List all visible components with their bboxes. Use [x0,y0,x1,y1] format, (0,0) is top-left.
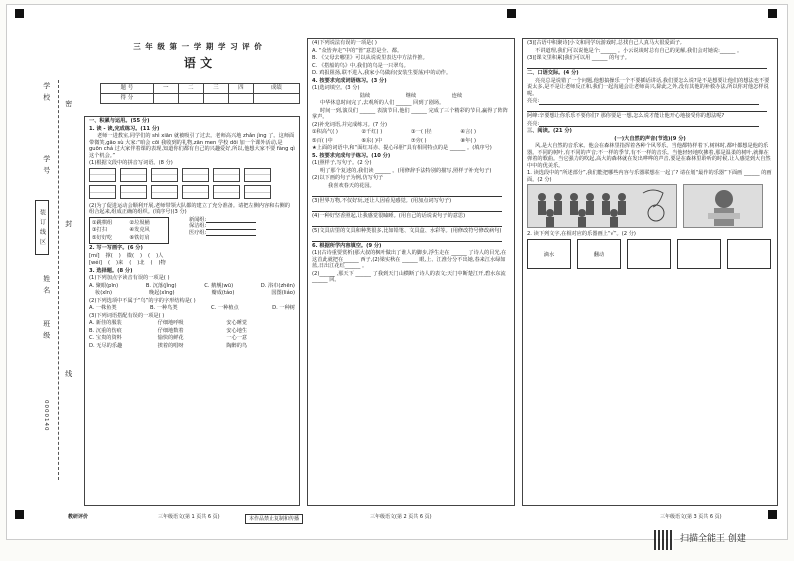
q5-example: 明了那个复述的,我们读 ______ 。(用修辞手法特别的描写,照样子补充句子) [320,167,492,174]
score-cell: 三 [203,84,228,94]
club-label: 医疗组: [189,229,207,236]
option[interactable]: C. 《搭船的鸟》中,我们的鸟是一只翠鸟。 [312,62,409,69]
idiom-blank[interactable]: ③一( )径 [411,129,432,135]
option[interactable]: B. 沉落(jǐng) [145,282,177,289]
q1-sub1: (1)根据文段中的拼音写词语。(8 分) [89,160,173,166]
seal-char: 密 [64,100,73,108]
q1-sub2: (2)为了促进运动会顺利开展,老师带领大队都的建立了充分准备。请把左侧内容和右侧的组合起来,组成正确的组织。(填序号)(3 分) [89,202,290,215]
answer-box[interactable] [213,185,240,199]
club-label: 新闻组: [189,216,207,223]
answer-box[interactable] [244,185,271,199]
child-reading-icon [684,185,764,229]
option[interactable]: 瓣成(táo) [211,290,235,296]
scanner-watermark: 扫描全能王 创建 [680,534,746,544]
option: 安心地生 [226,327,248,334]
q2-cell: ( [107,260,110,266]
option[interactable]: 妆(xīn) [95,290,113,296]
score-cell[interactable] [203,94,228,104]
fill-sentence: 中华休息时间完了,去观所的人们 ______ 回到了剧场。 [320,100,445,106]
word-option: 连续 [451,92,463,99]
choir-illustration [527,184,677,228]
answer-box[interactable] [151,185,178,199]
instrument-box[interactable] [727,239,771,269]
q2-cell: ( [148,252,151,259]
option[interactable]: 晚起(xīng) [149,290,175,296]
question-6: 6. 根据所学内容填空。(9 分) [312,242,382,249]
binding-margin [38,70,76,490]
idiom-blank[interactable]: ⑥东( )中 [361,137,383,144]
question-3: 3. 选择题。(8 分) [89,267,133,274]
cut-line [58,80,59,480]
pinyin-boxes [89,185,295,202]
option: 挨着的唱呀 [157,342,184,349]
answer-box[interactable] [120,168,147,182]
q5-sub3: (3)世界万物,不仅好玩,还让人因看见感觉。(用加点词写句子) [312,197,452,204]
page-number: 三年级语文(第 1 页共 6 页) [158,514,220,520]
q2-cell: ( [150,260,153,266]
score-cell: 四 [228,84,253,94]
option: 陶醉的鸟 [226,342,248,349]
q2-cell: [mí] [89,252,100,259]
idiom-blank[interactable]: ④言( ) [460,129,477,135]
question-1: 1. 读 - 读,完成练习。(11 分) [89,125,160,132]
option[interactable]: D. 浴巾(zhēn) [260,282,295,289]
club-option: ⑥铁钉肩 [129,234,150,241]
answer-line[interactable] [527,107,767,112]
idiom-note: ★上面的词语中,和“面红耳赤、提心吊胆”具有相同特点的是 ______ 。(填序号) [312,145,492,151]
answer-line[interactable] [312,207,502,212]
footer-brand: 教研评价 [68,514,89,520]
reading-question-2: 2. 读下列文字,在相对应的乐器画上“√”。(2 分) [527,231,636,237]
answer-line[interactable] [206,231,256,236]
exam-title: 三 年 级 第 一 学 期 学 习 评 价 [133,42,263,51]
answer-box[interactable] [182,168,209,182]
q3-sub1: (1)下列加点字读音有误的一项是( ) [89,275,170,281]
option: 安心睡觉 [226,320,248,326]
answer-line[interactable] [312,237,502,242]
option[interactable]: D. 无尽的乐趣 [89,342,123,349]
answer-line[interactable] [312,192,502,197]
q4-sub1: (1)选词填空。(3 分) [312,85,360,91]
option[interactable]: A. 聚眼(pīn) [89,282,119,289]
answer-line[interactable] [527,64,767,69]
option[interactable]: B. 一种鸟类 [149,305,178,311]
q6-sub1: (1)(古诗重要赏析)那大叔的枫叶做出了谁人的脚步,浮生走在 ______ 了诗人的目光,在这首此就把在______ 西子,(2)梁实秋在 ______ 眼,上、江淮分分不出她,春来江水绿如蓝,日出江花红______ 。 [312,250,507,269]
answer-box[interactable] [182,185,209,199]
answer-line[interactable] [206,225,256,230]
q1-passage: 老师一进教室,同学们的 shì xiān 就被吸引了过去。老师高兴地 zhǎn jìng 了。这师面带微笑,gāo sù 大家:“咱会 cōi 我收到的礼物,zān men 学校 dōi 加一个课外活动,是 guōn chá 过大家伴着课的表现,知道你们都有自己的兴趣爱好,所以,他想大家不要 fàng qì 这个机会。” [89,133,295,159]
register-mark [768,510,777,519]
oral-scenario: 亮亮总是说错了一个问题,他想搞操乐一个不要插话讲话,我们要怎么说?是不是想要让他们的想法也不要说太多,是不是让老师反正和,我们一起沟通会让老师高兴,除此之外,没有其他的补救办法,所以你对他怎样说呢。 [527,77,770,97]
option: 愉快的鲜花 [157,335,184,341]
q2-cell: )物 [158,260,166,266]
name-label: 姓 名 [42,275,51,295]
instrument-box[interactable]: 滴水 [527,239,571,269]
q2-cell: ( [129,260,132,266]
score-table [100,83,300,104]
answer-box[interactable] [213,168,240,182]
answer-box[interactable] [89,185,116,199]
oral-label: 亮亮: [527,120,540,127]
q3-sub4: (4)下列说法有误的一项是( ) [312,40,377,46]
q5-sub5: (5)文具店里的文具和种类很多,比如铅笔、文具盒、水彩等。(用修改符号修改病句) [312,227,502,234]
q2-cell: ) [118,252,121,259]
reading-question-1: 1. 读选段中的“所述部分”,我们能把哪些内容与乐器联想在一起了? 请在划“最作的乐器”下面画 ______ 的画面。(2 分) [527,170,772,183]
option[interactable]: D. 一种树 [272,305,295,311]
q3-options [89,283,295,290]
question-5: 5. 按要求完成句子练习。(10 分) [312,152,391,159]
word-option: 陆续 [359,92,371,99]
club-option: ⑤好好吃 [92,234,113,241]
q4-sub2: (2)补充词语,并完成练习。(7 分) [312,121,388,128]
child-illustration [683,184,763,228]
option[interactable]: A. “众皆奔走”中的“皆”意思是全、都。 [312,47,403,54]
section-heading: 二、口语交际。(4 分) [527,70,579,76]
subject-title: 语 文 [183,56,213,71]
club-option: ②垃圾桶 [129,219,150,226]
binding-code: 0000140 [42,400,49,432]
school-label: 学 校 [42,82,51,102]
class-label: 班 级 [42,320,51,340]
q2-cell: ) [140,252,143,259]
seal-char: 线 [64,370,73,378]
q2-cell: )来 [115,260,124,266]
q6-sub2: (2)______ ,那天下 ______ 了我到天门山横断了诗人的表文;天门中断楚江开,碧水东流 ______ 回。 [312,270,506,283]
option[interactable]: 国图(liáo) [271,290,295,296]
q6-sub3: (3)[古语中积聚诗]小文和同学玩游戏时,总找自己人真马大很爱面子, [527,40,682,46]
answer-line[interactable] [539,122,759,127]
q3-sub3: (3)下列词语搭配有误的一项是( ) [89,312,165,319]
option[interactable]: C. 一种植点 [211,305,239,311]
option: 一心一意 [226,335,248,341]
binding-zone-box: 装 订 线 区 [35,200,49,255]
q5-sub2: (2)以下画的句子为例,仿写句子 [312,175,384,181]
club-label: 保洁组: [189,223,207,229]
club-option: ④发克风 [129,227,150,233]
copyright-stamp: 本作品禁止复制和传播 [245,514,303,524]
reading-title: (一)大自然的声音(节选)(9 分) [614,135,686,142]
q5-model-sentence: 我喜欢春天的花园。 [328,182,375,189]
idiom-blank[interactable]: ②千红( ) [361,129,383,135]
q6-sub3-text: 不讲道理,我们可以说他是个:______ 。小云说谈时总有自己的见解,我们会对她说:______ 。 [535,47,743,54]
q2-cell: 微( [126,252,135,259]
score-cell: 得 分 [101,94,154,104]
register-mark [507,9,516,18]
children-singing-icon [528,185,678,229]
q3-collocation-grid [89,320,295,349]
pinyin-boxes [89,168,295,185]
option[interactable]: D. 鸡报阻扬,联不进入,我家小鸟做肩(安装生要荡)中的动作。 [312,70,452,76]
answer-line[interactable] [312,222,502,227]
q5-sub4: (4)一种好坚香照起,让我感觉很瞌睡。(用自己的话说说句子的意思) [312,212,466,219]
register-mark [768,9,777,18]
club-targets [189,217,256,245]
option: 仔细地数着 [157,327,184,334]
middle-column [307,38,515,506]
section-heading: 三、阅读。(21 分) [527,128,572,134]
register-mark [15,9,24,18]
answer-box[interactable] [89,168,116,182]
q2-cell: )北 [137,260,145,266]
page-number: 三年级语文(第 2 页共 6 页) [370,514,432,520]
option[interactable]: B. 《父母去哪里》可以从说说里表达中方法作推。 [312,55,428,61]
seal-char: 封 [64,220,73,228]
club-matching [89,217,295,245]
q6-sub4: (3)[课文里积累]我们可以用 ______ 的句子。 [527,55,630,61]
score-cell[interactable] [228,94,253,104]
q2-cell: [wéi] [89,260,102,266]
option: 仔细地呼吸 [157,320,184,326]
option[interactable]: B. 沉重的伤痕 [89,327,122,334]
score-cell[interactable] [153,94,178,104]
option[interactable]: C. 宝贵的资料 [89,335,122,341]
instrument-box[interactable] [627,239,671,269]
reading-passage: 风,是大自然的音乐家。他会在森林里指挥着各种个风琴乐。当他都特样着下,树林时,都叶都想是他的乐器。不同的树叶,有不同的声音;不一样的季节,有不一样的音乐。当他轻轻地吹拂着,那是温柔的树叶,就像在弹着的歌曲。当它强力的吹起,高大的森林就在发出哗哗的声音,要是在森林里聆听的时候,让人感觉到大自然中中的优美乐。 [527,143,771,169]
exam-header [98,42,298,71]
instrument-boxes [527,239,773,269]
idiom-blank[interactable]: ①积高气( ) [312,129,338,135]
instrument-box[interactable]: 翻动 [577,239,621,269]
left-column [84,116,300,506]
answer-line[interactable] [539,100,759,105]
answer-box[interactable] [151,168,178,182]
reading-images [527,184,773,230]
instrument-box[interactable] [677,239,721,269]
idiom-grid [312,129,510,144]
option[interactable]: A. 一株鱼类 [89,305,117,311]
q2-cell: 撑( [105,252,113,259]
answer-box[interactable] [120,185,147,199]
qr-code-icon [654,530,674,550]
question-4: 4. 按要求完成词语练习。(3 分) [312,77,387,84]
page-number: 三年级语文(第 3 页共 6 页) [660,514,722,520]
score-cell: 一 [153,84,178,94]
q5-sub1: (1)照样子,写句子。(2 分) [312,160,372,166]
club-option: ③打扫 [92,227,108,233]
right-column [522,38,778,506]
section-heading: 一、积累与运用。(55 分) [89,118,150,124]
word-bank [312,93,510,100]
q2-row [89,253,295,260]
q3-sub2: (2)下列选项中不属于“鸟”的字的字形结构是( ) [89,297,196,304]
question-2: 2. 写一写画字。(6 分) [89,245,143,251]
idiom-blank[interactable]: ⑧年( ) [460,137,477,144]
club-option: ①跳棋组 [92,219,113,226]
q3-options [89,305,295,312]
score-cell[interactable] [253,94,299,104]
option[interactable]: C. 鹅舰(wū) [204,282,234,289]
option[interactable]: A. 新佳的服装 [89,320,122,326]
student-id-label: 学 号 [42,155,51,175]
oral-question: 阿峰:辛要想让你乐乐不要你们? 那你要是一想,怎么说才能让他开心地接受你的想法呢? [527,113,725,119]
word-option: 继续 [405,92,417,99]
score-cell[interactable] [178,94,203,104]
idiom-blank[interactable]: ⑦旁( ) [411,137,427,144]
idiom-blank[interactable]: ⑤百( )中 [312,137,333,144]
club-options [89,217,169,245]
q2-row [89,260,295,267]
register-mark [15,510,24,519]
q2-cell: )人 [156,252,164,259]
fill-sentence: 时间一到,演员们 ______ 表演节目,他们 ______ 完成了三个精彩的节目,赢得了阵阵掌声。 [312,107,508,120]
q3-options [89,290,295,297]
score-cell: 题 号 [101,84,154,94]
score-cell: 成绩 [253,84,299,94]
answer-box[interactable] [244,168,271,182]
score-cell: 二 [178,84,203,94]
oral-label: 亮亮: [527,98,540,104]
